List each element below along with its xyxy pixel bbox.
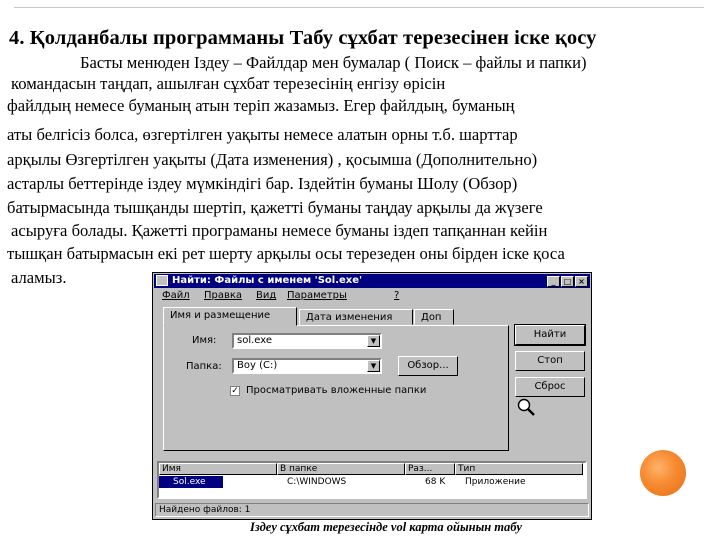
paragraph-line: командасын таңдап, ашылған сұхбат терезесінің енгізу өрісін [11, 74, 446, 93]
column-header-name[interactable]: Имя [159, 463, 277, 475]
dialog-title-bar [154, 274, 590, 288]
chevron-down-icon[interactable]: ▼ [367, 335, 380, 347]
magnifier-icon [515, 397, 541, 419]
stop-button[interactable]: Стоп [515, 351, 585, 371]
paragraph-line: тышқан батырмасын екі рет шерту арқылы осы терезеден оны бірден іске қоса [7, 244, 565, 263]
tab-name-location[interactable]: Имя и размещение [163, 307, 297, 326]
folder-value: Boy (C:) [237, 360, 278, 371]
result-type: Приложение [465, 477, 526, 487]
subfolders-checkbox[interactable]: ✓ [231, 386, 239, 396]
paragraph-line: арқылы Өзгертілген уақыты (Дата изменения) , қосымша (Дополнительно) [7, 150, 538, 169]
menu-bar [154, 289, 590, 303]
close-icon[interactable]: × [575, 276, 588, 287]
results-table [157, 461, 587, 499]
paragraph-line: файлдың немесе буманың атын теріп жазамыз. Егер файлдың, буманың [7, 96, 515, 115]
result-size: 68 K [425, 477, 446, 487]
figure-caption: Іздеу сұхбат терезесіндe vol карта ойынын табу [250, 520, 522, 534]
paragraph-line: асыруға болады. Қажетті програманы немесе буманы іздеп тапқаннан кейін [11, 221, 548, 240]
name-value: sol.exe [237, 335, 273, 346]
column-header-size[interactable]: Раз... [405, 463, 455, 475]
folder-field[interactable] [232, 358, 382, 374]
name-field[interactable] [232, 333, 382, 349]
chevron-down-icon[interactable]: ▼ [367, 360, 380, 372]
browse-button[interactable]: Обзор... [398, 356, 458, 376]
folder-label: Папка: [186, 361, 222, 372]
menu-edit[interactable]: Правка [204, 290, 243, 301]
result-folder: C:\WINDOWS [287, 477, 347, 487]
orange-circle-decoration [640, 450, 686, 496]
paragraph-line: аламыз. [11, 268, 67, 287]
status-bar: Найдено файлов: 1 [155, 503, 589, 517]
column-header-type[interactable]: Тип [455, 463, 583, 475]
maximize-icon[interactable]: □ [561, 276, 574, 287]
dialog-title: Найти: Файлы с именем 'Sol.exe' [172, 275, 363, 286]
find-dialog-screenshot [152, 272, 592, 520]
subfolders-label: Просматривать вложенные папки [246, 385, 427, 396]
result-name[interactable]: Sol.exe [173, 477, 206, 487]
menu-view[interactable]: Вид [256, 290, 277, 301]
name-label: Имя: [192, 335, 217, 346]
menu-help[interactable]: ? [394, 290, 400, 301]
paragraph-line: астарлы беттерінде іздеу мүмкіндігі бар. Іздейтін буманы Шолу (Обзор) [7, 174, 518, 193]
find-button[interactable]: Найти [515, 325, 585, 345]
tab-panel [163, 325, 509, 451]
column-header-folder[interactable]: В папке [277, 463, 405, 475]
menu-file[interactable]: Файл [162, 290, 190, 301]
paragraph-line: аты белгісіз болса, өзгертілген уақыты немесе алатын орны т.б. шарттар [7, 125, 518, 144]
menu-options[interactable]: Параметры [287, 290, 347, 301]
paragraph-line: Басты менюден Іздеу – Файлдар мен бумалар ( Поиск – файлы и папки) [80, 53, 587, 72]
slide-title: 4. Қолданбалы программаны Табу сұхбат терезесінен іске қосу [9, 27, 597, 49]
top-border-line [14, 7, 704, 8]
tab-date-modified[interactable]: Дата изменения [299, 309, 413, 325]
reset-button[interactable]: Сброс [515, 377, 585, 397]
paragraph-line: батырмасында тышқанды шертіп, қажетті буманы таңдау арқылы да жүзеге [7, 198, 543, 217]
tab-advanced[interactable]: Доп [414, 309, 454, 325]
minimize-icon[interactable]: _ [547, 276, 560, 287]
system-menu-icon[interactable] [156, 275, 168, 286]
